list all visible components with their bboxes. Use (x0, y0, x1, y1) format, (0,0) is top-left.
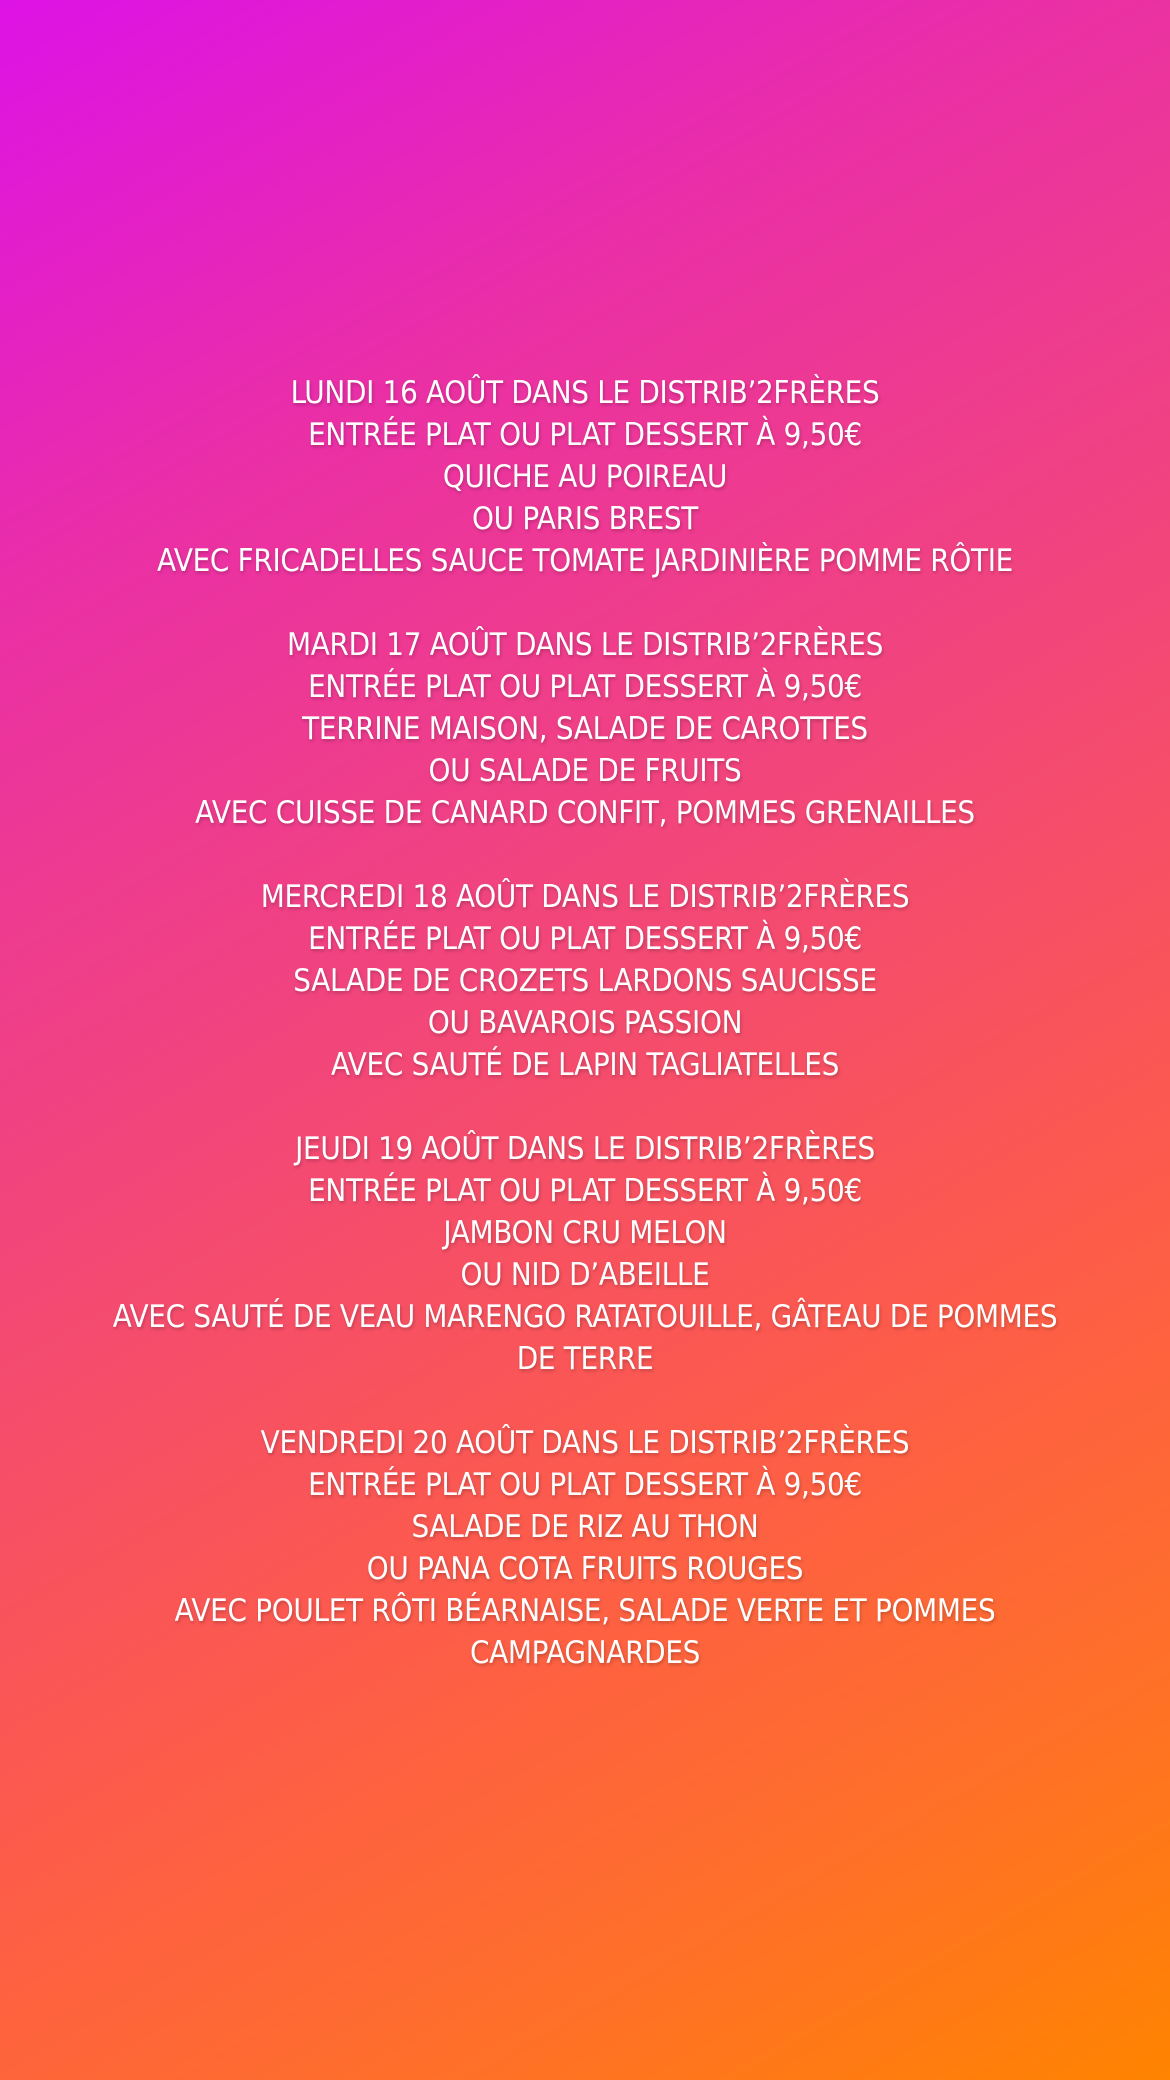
starter-item: JAMBON CRU MELON (443, 1215, 727, 1251)
starter-item: SALADE DE CROZETS LARDONS SAUCISSE (293, 963, 877, 999)
price-formula: ENTRÉE PLAT OU PLAT DESSERT À 9,50€ (308, 669, 862, 705)
price-formula: ENTRÉE PLAT OU PLAT DESSERT À 9,50€ (308, 417, 862, 453)
day-header: VENDREDI 20 AOÛT DANS LE DISTRIB’2FRÈRES (260, 1425, 910, 1461)
day-header: JEUDI 19 AOÛT DANS LE DISTRIB’2FRÈRES (295, 1131, 875, 1167)
dessert-item: OU PARIS BREST (472, 501, 698, 537)
price-formula: ENTRÉE PLAT OU PLAT DESSERT À 9,50€ (308, 1467, 862, 1503)
price-formula: ENTRÉE PLAT OU PLAT DESSERT À 9,50€ (308, 921, 862, 957)
day-header: MARDI 17 AOÛT DANS LE DISTRIB’2FRÈRES (286, 627, 884, 663)
main-dish: AVEC SAUTÉ DE VEAU MARENGO RATATOUILLE, GÂTEAU DE POMMES DE TERRE (112, 1299, 1058, 1377)
day-block-wednesday (0, 876, 1170, 1086)
dessert-item: OU PANA COTA FRUITS ROUGES (366, 1551, 804, 1587)
day-header: LUNDI 16 AOÛT DANS LE DISTRIB’2FRÈRES (290, 375, 880, 411)
price-formula: ENTRÉE PLAT OU PLAT DESSERT À 9,50€ (308, 1173, 862, 1209)
main-dish: AVEC POULET RÔTI BÉARNAISE, SALADE VERTE ET POMMES CAMPAGNARDES (174, 1593, 996, 1671)
day-block-friday (0, 1422, 1170, 1674)
day-block-tuesday (0, 624, 1170, 834)
dessert-item: OU NID D’ABEILLE (460, 1257, 710, 1293)
main-dish: AVEC SAUTÉ DE LAPIN TAGLIATELLES (330, 1047, 840, 1083)
main-dish: AVEC FRICADELLES SAUCE TOMATE JARDINIÈRE POMME RÔTIE (157, 543, 1013, 579)
day-header: MERCREDI 18 AOÛT DANS LE DISTRIB’2FRÈRES (260, 879, 910, 915)
day-block-thursday (0, 1128, 1170, 1380)
starter-item: QUICHE AU POIREAU (442, 459, 728, 495)
dessert-item: OU BAVAROIS PASSION (427, 1005, 743, 1041)
starter-item: TERRINE MAISON, SALADE DE CAROTTES (302, 711, 868, 747)
day-block-monday (0, 372, 1170, 582)
story-text-overlay (0, 372, 1170, 1716)
starter-item: SALADE DE RIZ AU THON (411, 1509, 759, 1545)
dessert-item: OU SALADE DE FRUITS (428, 753, 742, 789)
main-dish: AVEC CUISSE DE CANARD CONFIT, POMMES GRENAILLES (195, 795, 975, 831)
